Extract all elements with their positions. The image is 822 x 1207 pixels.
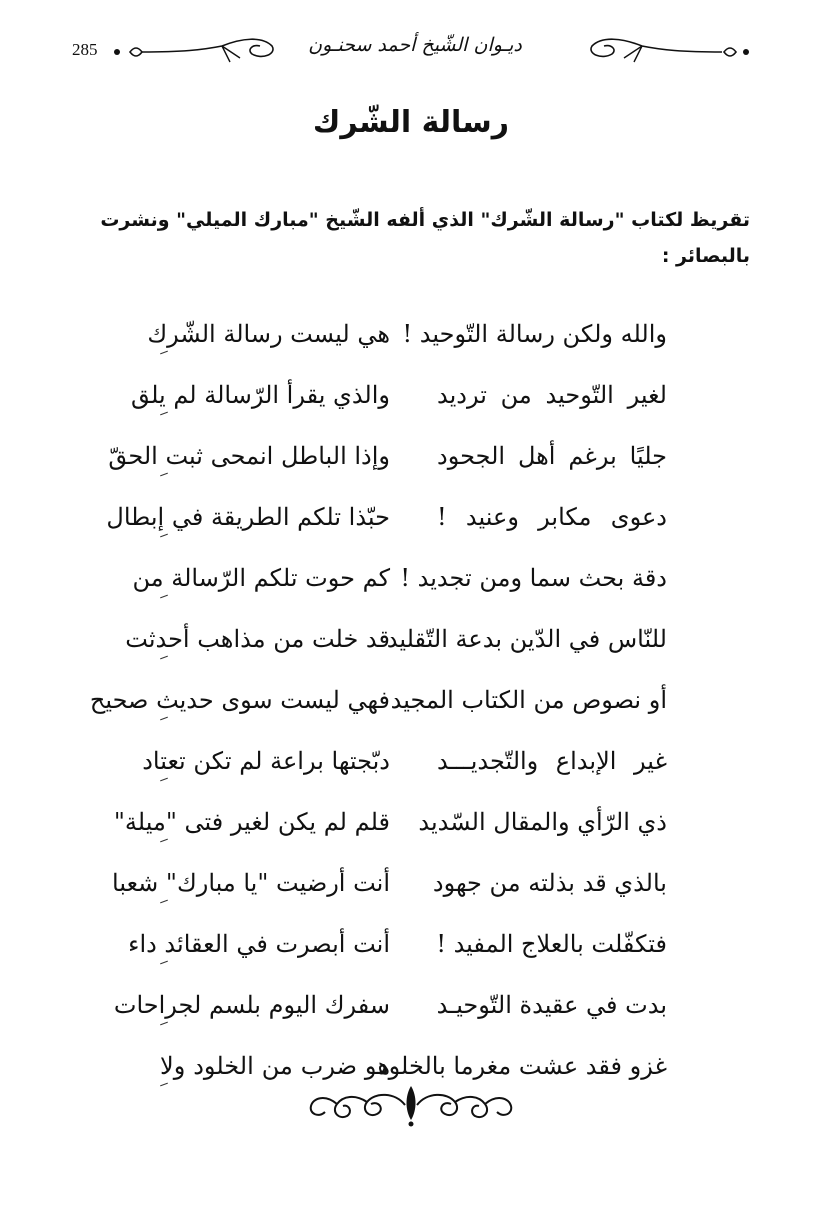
fleuron-ornament-icon (305, 1080, 517, 1130)
verse-second-hemistich: غير الإبداع والتّجديـــد (437, 747, 667, 775)
verse-first-hemistich: وإذا الباطل انمحى ثبت الحقّ (108, 442, 390, 470)
verse-second-hemistich: لغير التّوحيد من ترديد (437, 381, 667, 409)
verse-second-hemistich: والله ولكن رسالة التّوحيد ! (402, 320, 667, 348)
verse-first-hemistich: قلم لم يكن لغير فتى "ميلة" (113, 808, 390, 836)
poem-title: رسالة الشّرك (312, 105, 510, 140)
verse-line (0, 503, 822, 564)
verse-line (0, 747, 822, 808)
verse-second-hemistich: دعوى مكابر وعنيد ! (437, 503, 667, 531)
verse-first-hemistich: أنت أبصرت في العقائد داء (128, 930, 390, 958)
verse-second-hemistich: جليًا برغم أهل الجحود (437, 442, 667, 470)
verse-line (0, 564, 822, 625)
verse-first-hemistich: دبّجتها براعة لم تكن تعتاد (142, 747, 390, 775)
flourish-ornament-icon (572, 32, 752, 72)
verse-line (0, 930, 822, 991)
page-header (60, 18, 760, 74)
poem-intro: تقريظ لكتاب "رسالة الشّرك" الذي ألفه الشّيخ "مبارك الميلي" ونشرت بالبصائر : (100, 209, 750, 267)
verse-second-hemistich: للنّاس في الدّين بدعة التّقليد (386, 625, 667, 653)
verse-line (0, 625, 822, 686)
verse-first-hemistich: أنت أرضيت "يا مبارك" شعبا (112, 869, 390, 897)
verse-second-hemistich: ذي الرّأي والمقال السّديد (418, 808, 667, 836)
verse-second-hemistich: بدت في عقيدة التّوحيـد (436, 991, 667, 1019)
poem-verses (0, 320, 822, 1113)
page-number: 285 (72, 40, 98, 59)
verse-first-hemistich: والذي يقرأ الرّسالة لم يلق (131, 381, 390, 409)
verse-first-hemistich: هو ضرب من الخلود ولا (160, 1052, 390, 1080)
verse-line (0, 381, 822, 442)
verse-first-hemistich: فهي ليست سوى حديث صحيح (89, 686, 390, 714)
verse-line (0, 869, 822, 930)
flourish-ornament-icon (112, 32, 282, 72)
verse-line (0, 442, 822, 503)
running-title: ديـوان الشّيخ أحمد سحنـون (308, 34, 522, 56)
verse-second-hemistich: أو نصوص من الكتاب المجيد (390, 686, 667, 714)
verse-second-hemistich: غزو فقد عشت مغرما بالخلود (377, 1052, 667, 1080)
verse-second-hemistich: فتكفّلت بالعلاج المفيد ! (436, 930, 667, 958)
verse-line (0, 991, 822, 1052)
verse-line (0, 320, 822, 381)
verse-first-hemistich: قد خلت من مذاهب أحدثت (125, 625, 390, 653)
verse-first-hemistich: كم حوت تلكم الرّسالة من (132, 564, 390, 592)
verse-first-hemistich: حبّذا تلكم الطريقة في إبطال (106, 503, 390, 531)
verse-line (0, 686, 822, 747)
verse-line (0, 808, 822, 869)
verse-first-hemistich: سفرك اليوم بلسم لجراحات (113, 991, 390, 1019)
verse-second-hemistich: دقة بحث سما ومن تجديد ! (400, 564, 667, 592)
verse-first-hemistich: هي ليست رسالة الشّرك (147, 320, 390, 348)
verse-second-hemistich: بالذي قد بذلته من جهود (432, 869, 667, 897)
